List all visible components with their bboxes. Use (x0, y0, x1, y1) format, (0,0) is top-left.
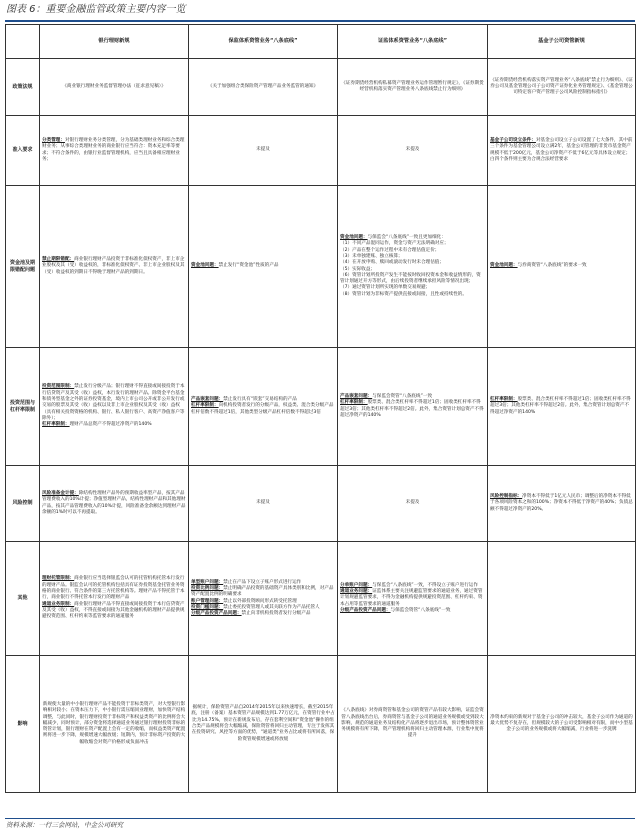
cell-text: 对基金公司设立子公司设置了七大条件，其中前三个条件为基金管理公司设立满2年，基金公司管理的非货币基金资产规模不低于200亿元，基金公司净资产不低于6亿元等具体设立规定；白四个条件则主要为合规合法经营要求 (490, 137, 633, 162)
cell-paragraph (340, 608, 485, 614)
cell-text: 商业银行理财产品投资于非标准化债权资产，非上市企业股权及其（受）收益权的，非标准化债权资产、非上市企业股权及其（受）收益权的到期日不得晚于理财产品的到期日。 (42, 257, 185, 275)
table-row (6, 542, 636, 656)
cell-paragraph (340, 500, 485, 506)
cell-text: （1）不同产品混同运作，资金与资产无法明确对应； (340, 241, 449, 247)
cell-text: 理财产品总资产不得超过净资产的140% (69, 422, 152, 428)
cell-text: （7）通过资管计划所实现的单数交易规避； (340, 285, 431, 291)
row-label: 投资范围与杠杆率限制 (6, 348, 40, 466)
table-cell (338, 542, 488, 656)
cell-text: 《证券期货经营机构私募资产管理业务运作管理暂行规定》，《证券期货经营机构落实资产管理业务八条底线禁止行为细则》 (341, 80, 484, 92)
cell-keyword: 杠杆率限制： (340, 400, 368, 406)
cell-paragraph (490, 494, 633, 513)
cell-paragraph (191, 263, 335, 269)
cell-text: 未提及 (256, 147, 270, 153)
cell-paragraph (42, 257, 186, 276)
table-cell (488, 656, 636, 793)
cell-keyword: 杠杆率限制： (490, 397, 518, 402)
cell-paragraph (191, 403, 335, 416)
table-row (6, 59, 636, 116)
table-cell (338, 116, 488, 186)
cell-text: 商业银行应当选择银监会认可的托管机构托管本行发行的理财产品。银监会认可的托管机构包括具有证券投资基金托管业务资格的商业银行、符合条件的第三方托管机构等。理财产品不得托管于本行，商业银行不得托管本行发行的理财产品 (42, 576, 185, 601)
cell-text: 禁止发行分级产品；银行理财不得直接或间接投资于本行信贷资产及其受（收）益权，本行发行的理财产品。除资金平台基金和债务型基金之外的证券投资基金，境内上市公司公开或非公开发行或交易的股票及其受（收）益权以及非上市企业股权及其受（收）益权（具有相关投资资格的机构、银行、私人银行客户、高资产净值客户等除外）； (42, 384, 185, 421)
header-cell: 基金子公司资管新规 (488, 25, 636, 59)
cell-paragraph (340, 589, 485, 608)
row-label: 资金池及期限错配问题 (6, 186, 40, 348)
cell-paragraph (340, 147, 485, 153)
table-cell (338, 59, 488, 116)
cell-keyword: 投资比例问题： (191, 585, 224, 591)
table-cell (488, 59, 636, 116)
cell-text: 《证券期货经营机构落实资产管理业务“八条底线”禁止行为细则》、《证券公司及基金管理公司子公司资产证券化业务管理规定》、《基金管理公司特定客户资产管理子公司风险控制指标指引》 (490, 77, 633, 96)
table-cell (189, 656, 338, 793)
cell-paragraph (191, 500, 335, 506)
cell-keyword: 投资范围限制： (42, 384, 75, 390)
cell-keyword: 风险控制指标： (490, 494, 523, 499)
cell-text: 禁止委托投资管理人或其关联方作为产品托管人 (223, 604, 320, 610)
cell-keyword: 分类管理： (42, 137, 65, 143)
cell-keyword: 投资门槛问题： (191, 604, 224, 610)
cell-paragraph (191, 84, 335, 90)
cell-paragraph (42, 702, 186, 746)
table-row (6, 116, 636, 186)
cell-text: 未提及 (256, 500, 270, 506)
table-row (6, 656, 636, 793)
cell-text: 对银行理财业务分类管理，分为基础类理财业务和综合类理财业务；从事综合类理财业务的商业银行应当符合：资本充足率等要求；不符合条件的，由银行业监督管理机构，应当且具备相应理财业务； (42, 137, 185, 162)
table-cell (40, 348, 189, 466)
cell-keyword: 基金子公司设立条件： (490, 137, 536, 143)
table-cell (189, 348, 338, 466)
table-cell (488, 466, 636, 542)
cell-keyword: 理财托管限制： (42, 576, 75, 582)
cell-text: 商业银行理财产品不得直接或间接投资于本行信贷资产及其受（收）益权，不得直接或间接为其他金融机构的理财产品提供规避投资范围、杠杆约束等监管要求的通道服务 (42, 601, 185, 620)
header-cell: 银行理财新规 (40, 25, 189, 59)
table-header-row (6, 25, 636, 59)
cell-paragraph (42, 491, 186, 516)
cell-paragraph (42, 602, 186, 621)
table-cell (189, 466, 338, 542)
cell-keyword: 单型账户问题： (191, 579, 224, 585)
header-cell: 证监体系资管业务“八条底线” (338, 25, 488, 59)
title-rule (5, 20, 635, 22)
cell-paragraph (340, 81, 485, 94)
cell-paragraph (42, 84, 186, 90)
table-cell (40, 542, 189, 656)
table-row (6, 348, 636, 466)
cell-text: 《八条底线》对券商资管和基金公司的资管产品有较大影响，证监会资管八条底线出台后，券商资管与基金子公司的通道业务规模或受到较大影响，规范的通道业务及结构化产品将逐步退出市场，预计整体资管业务规模将有所下降，资产管理机构将回归主动管理本源，行业集中度将提升 (341, 708, 484, 739)
cell-paragraph (191, 586, 335, 599)
cell-paragraph (42, 138, 186, 163)
cell-keyword: 分级产品投资产品问题： (191, 611, 242, 617)
cell-text: 与保监会资管“八条底线”一致 (372, 393, 433, 399)
cell-text: （4）在开放申购、赎回或滚动发行时未合理估值； (340, 260, 444, 266)
row-label: 影响 (6, 656, 40, 793)
table-cell (488, 186, 636, 348)
cell-text: 与保监会“八条底线”一致，不得设立子账户进行运作 (372, 582, 478, 588)
figure-title: 图表 6：重要金融监管政策主要内容一览 (6, 4, 186, 15)
cell-keyword: 账户管理问题： (191, 598, 224, 604)
cell-text: （5）实际收益； (340, 266, 376, 272)
table-cell (488, 116, 636, 186)
cell-text: 与保监会“八条底线”一致且更加细化： (367, 234, 446, 240)
cell-keyword: 通道业务问题： (340, 589, 373, 594)
table-row (6, 466, 636, 542)
cell-keyword: 资金池问题： (191, 263, 219, 269)
cell-text: （8）资管计划为非标资产提供直接或间接，且性或持续性的。 (340, 291, 467, 297)
cell-text: 净资本不得低于1亿元人民币；调整后的净资本不得低于各项风险资本之和的100%；净资本不得低于净资产的40%；负债总额不得超过净资产的20%。 (490, 494, 633, 512)
cell-paragraph (490, 78, 633, 97)
cell-keyword: 资金池问题： (490, 263, 518, 269)
table-cell (40, 466, 189, 542)
cell-text: 与保监会资管“八条底线”一致 (390, 607, 451, 613)
cell-paragraph (42, 384, 186, 422)
cell-keyword: 分级产品投资产品问题： (340, 607, 391, 613)
cell-text: （6）资管计划所投资产发生不能按时收回投资本金和收益情形的，资管计划通过开方等形式，由后续投资者继续承担风险等情况出现； (340, 272, 481, 285)
cell-keyword: 杠杆率限制： (191, 403, 219, 409)
cell-text: 向机构投资者发行的分级产品，权益类、混合类分级产品杠杆倍数不得超过1倍，其他类型分级产品杠杆倍数不得超过3倍 (191, 403, 334, 415)
cell-text: 《商业银行理财业务监督管理办法（征求意见稿）》 (62, 83, 166, 89)
cell-keyword: 产品嵌套问题： (340, 393, 373, 399)
row-label: 风险控制 (6, 466, 40, 542)
cell-keyword: 产品嵌套问题： (191, 397, 224, 402)
table-cell (189, 186, 338, 348)
header-cell (6, 25, 40, 59)
table-cell (40, 116, 189, 186)
cell-paragraph (490, 715, 633, 734)
cell-paragraph (42, 422, 186, 428)
table-cell (338, 466, 488, 542)
table-cell (189, 542, 338, 656)
cell-text: 净资本约束的新规对于基金子公司的冲击较大，基金子公司作为通道的最大优势不复存在，但规模较大的子公司受影响相对有限，而中小型基金子公司的业务规模或将大幅缩减，行业将进一步洗牌 (490, 714, 633, 733)
cell-keyword: 禁止期限错配： (42, 257, 75, 262)
footer-rule (5, 818, 635, 819)
cell-text: 证监体系主要关注规避监管要求的通道业务，通过资管计划规避监管要求，不得为金融机构提供规避投资范围、杠杆约束、资本占用等监管要求的通道服务 (340, 589, 483, 607)
table-cell (189, 116, 338, 186)
table-cell (488, 348, 636, 466)
cell-text: 股票类、混合类杠杆率不得超过1倍；固收类杠杆率不得超过3倍；其他类杠杆率不得超过2倍。此外，集合资管计划总资产不得超过净资产的140% (340, 400, 484, 418)
table-cell (338, 656, 488, 793)
row-label: 准入要求 (6, 116, 40, 186)
table-cell (40, 59, 189, 116)
table-cell (40, 186, 189, 348)
table-row (6, 186, 636, 348)
source-note: 资料来源：一行三会网站，中金公司研究 (6, 821, 123, 829)
cell-paragraph (191, 705, 335, 743)
cell-keyword: 杠杆率限制： (42, 422, 70, 428)
cell-text: 禁止以外部投资顾问形式转受托管理 (223, 598, 297, 604)
table-cell (189, 59, 338, 116)
cell-paragraph (340, 273, 485, 286)
header-cell: 保监体系资管业务“八条底线” (189, 25, 338, 59)
cell-text: 未提及 (405, 500, 420, 506)
cell-paragraph (340, 708, 485, 740)
row-label: 其他 (6, 542, 40, 656)
cell-text: 《关于加强组合类保险资产管理产品业务监管的通知》 (207, 83, 319, 89)
cell-paragraph (490, 397, 633, 416)
cell-keyword: 分单账户问题： (340, 582, 373, 588)
cell-text: 新规使大量的中小银行理财产品不能投资于非标类资产，对大型银行影响相对较小；在资本压力下，中小银行需压缩同业理财，加快资产结构调整，与此同时，银行理财投资于非标资产和权益类资产的比例将会大幅减少，同时预计，部分资金将选择通道业务通过银行理财投资非标的资管计划，银行理财在资产配置上会有一定的收缩，而权益类资产配置则将进一步下降，规模增速大幅放缓；短期内，预计非标资产投资的大幅收缩会对资产价格形成负面冲击 (42, 701, 186, 745)
cell-text: 禁止向非机构投资者发行分级产品 (241, 611, 311, 617)
cell-paragraph (191, 147, 335, 153)
cell-keyword: 资金池问题： (340, 234, 368, 240)
cell-paragraph (340, 400, 485, 419)
policy-table (5, 24, 636, 793)
cell-text: （2）产品在整个运作过程中未有合理估值定价； (340, 247, 440, 253)
cell-paragraph (340, 292, 485, 298)
cell-keyword: 通道业务限制： (42, 601, 75, 607)
cell-text: 禁止发行“资金池”性质的产品 (218, 263, 279, 269)
cell-text: 与券商资管“八条底线”的要求一致 (517, 263, 587, 269)
table-cell (338, 186, 488, 348)
cell-text: 禁止在产品下设立子账户形式进行运作 (223, 579, 302, 585)
cell-text: 未提及 (405, 147, 420, 153)
cell-text: 禁止发行具有“嵌套”交易结构的产品 (223, 397, 297, 402)
cell-text: 据统计，保险资管产品自2014年2015年以来快速增长，截至2015年底，注册（备案）基本资管产品规模达到1.77万亿元，在资管行业中占比为14.75%，预计在新规发布后，存在套利空间和“资金池”操作的组合类产品规模将会大幅缩减，保险资管将回归主动管理，专注于发挥其在投资研究、风控等方面的优势，“通道类”业务占比或将有所回落，保险资管规模增速或将放缓 (191, 705, 335, 742)
cell-paragraph (490, 263, 633, 269)
cell-paragraph (42, 576, 186, 601)
cell-text: 除结构性理财产品外的预期收益率型产品，按其产品管理费收入的10%计提；净值型理财产品，结构性理财产品和其他理财产品，按其产品管理费收入的10%计提，风险准备金余额达到理财产品余额的1%时可以不再提取。 (42, 490, 186, 515)
cell-paragraph (191, 611, 335, 617)
cell-keyword: 风险准备金计提： (42, 490, 79, 496)
cell-text: 禁止明确产品投资的基础资产具体类别和比例，对产品资产配置比例的明确要求 (191, 585, 334, 598)
row-label: 政策法规 (6, 59, 40, 116)
table-cell (40, 656, 189, 793)
cell-text: （3）未单独建账、独立核算； (340, 253, 403, 259)
cell-paragraph (490, 138, 633, 163)
cell-text: 股票类、混合类杠杆率不得超过1倍；固收类杠杆率不得超过3倍；其他类杠杆率不得超过2倍。此外，集合资管计划总资产不得超过净资产的140% (490, 397, 631, 415)
table-cell (488, 542, 636, 656)
table-cell (338, 348, 488, 466)
